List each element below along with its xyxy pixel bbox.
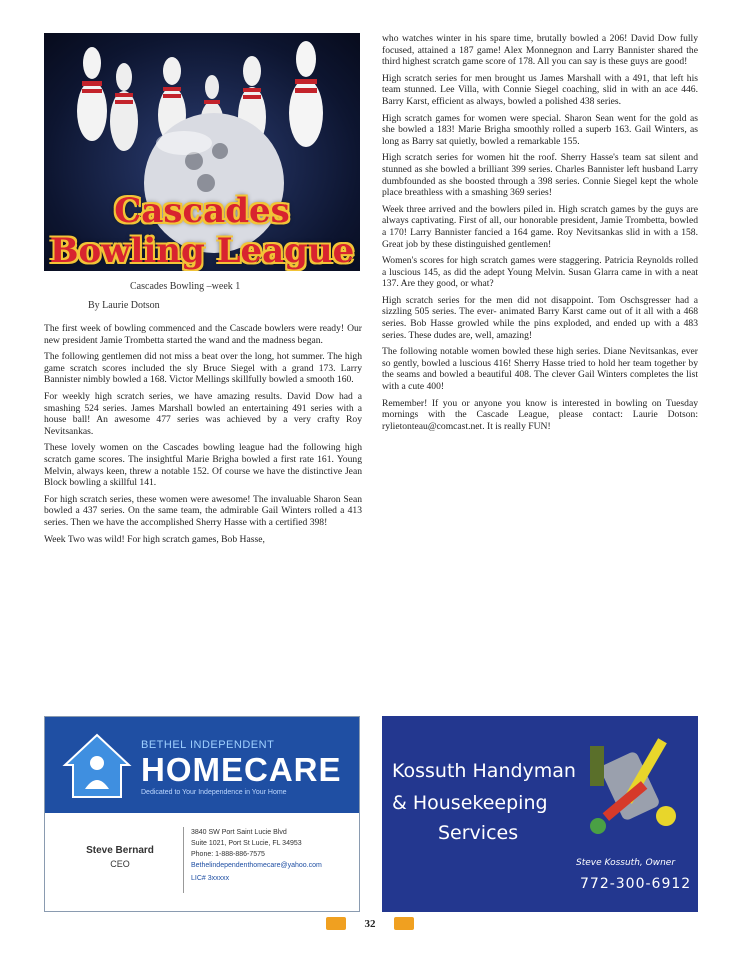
article-paragraph: The first week of bowling commenced and the Cascade bowlers were ready! Our new president Jamie Trombetta started the wand and the madness began. bbox=[44, 323, 362, 346]
article-paragraph: The following notable women bowled these high series. Diane Nevitsankas, ever so gently, bowled a luscious 416! Sherry Hasse tried to hold her team together by the seams and bowled a beautiful 408. The clever Gail Winters completes the list with a cute 400! bbox=[382, 346, 698, 393]
article-paragraph: Week Two was wild! For high scratch games, Bob Hasse, bbox=[44, 533, 265, 545]
homecare-contact-name: Steve Bernard bbox=[86, 845, 154, 856]
handyman-phone[interactable]: 772-300-6912 bbox=[580, 876, 692, 892]
article-column-right bbox=[382, 33, 698, 437]
article-paragraph: The following gentlemen did not miss a beat over the long, hot summer. The high game scratch scores included the sly Bruce Siegel with a grand 173. Larry Bannister nimbly bowled a 168. Victor Mellings skillfully bowled a smooth 160. bbox=[44, 351, 362, 386]
homecare-ad[interactable] bbox=[44, 716, 360, 912]
article-paragraph: High scratch series for the men did not disappoint. Tom Oschsgresser had a sizzling 505 series. The ever- animated Barry Karst came out of it all with a 468 series. Bob Hasse growled while the pins exploded, and ended up with a 483 series. These dudes are, well, amazing! bbox=[382, 294, 698, 341]
handyman-owner: Steve Kossuth, Owner bbox=[576, 858, 676, 868]
homecare-phone[interactable]: Phone: 1-888-886-7575 bbox=[191, 851, 265, 858]
article-paragraph: High scratch series for men brought us James Marshall with a 491, that left his team stunned. Lee Villa, with Connie Siegel coaching, slid in with an ace 446. Barry Karst, efficient as always, bowled a polished 438 series. bbox=[382, 72, 698, 107]
homecare-tagline: Dedicated to Your Independence in Your Home bbox=[141, 789, 287, 796]
banner-title-line2: Bowling League bbox=[49, 231, 355, 271]
page-number: 32 bbox=[364, 918, 376, 930]
bowling-banner bbox=[44, 33, 360, 271]
homecare-brand-small: BETHEL INDEPENDENT bbox=[141, 739, 275, 751]
homecare-contact-role: CEO bbox=[110, 859, 130, 869]
tools-icon bbox=[580, 726, 690, 846]
article-column-left bbox=[44, 323, 362, 550]
article-paragraph: These lovely women on the Cascades bowling league had the following high scratch game scores. The insightful Marie Brigha bowled a first rate 161. Young Melvin, always keen, threw a notable 152. Of course we have the distinctive Jean Block bowling a skillful 141. bbox=[44, 442, 362, 489]
homecare-ad-header bbox=[45, 717, 359, 813]
banner-title-line1: Cascades bbox=[114, 191, 290, 231]
article-paragraph: High scratch series for women hit the roof. Sherry Hasse's team sat silent and stunned as she bowled a brilliant 399 series. Charles Bannister left husband Larry dumbfounded as she boosted through a 398 series. Connie Siegel kept the whole place breathless with a smashing 369 series! bbox=[382, 152, 698, 199]
page-ornament-left bbox=[326, 917, 346, 930]
homecare-email[interactable]: Bethelindependenthomecare@yahoo.com bbox=[191, 862, 322, 869]
homecare-divider bbox=[183, 827, 184, 893]
article-paragraph: For weekly high scratch series, we have amazing results. David Dow had a smashing 524 series. James Marshall bowled an entertaining 491 series with a house ball! An awesome 477 series was achieved by a very crafty Roy Nevitsankas. bbox=[44, 390, 362, 437]
homecare-address-line1: 3840 SW Port Saint Lucie Blvd bbox=[191, 829, 287, 836]
article-paragraph: who watches winter in his spare time, brutally bowled a 206! David Dow fully focused, attained a 187 game! Alex Monnegnon and Larry Bannister shared the third highest scratch game score of 178. All you can say is these guys are good! bbox=[382, 33, 698, 68]
handyman-title-line2: & Housekeeping bbox=[392, 792, 548, 814]
handyman-title-line3: Services bbox=[438, 822, 519, 844]
homecare-brand-big: HOMECARE bbox=[141, 751, 342, 788]
article-paragraph: Remember! If you or anyone you know is interested in bowling on Tuesday mornings with the Cascade League, please contact: Laurie Dotson: rylietonteau@comcast.net. It is really FUN! bbox=[382, 397, 698, 432]
handyman-title-line1: Kossuth Handyman bbox=[392, 760, 576, 782]
pin-icon bbox=[77, 47, 107, 141]
page-ornament-right bbox=[394, 917, 414, 930]
homecare-address-line2: Suite 1021, Port St Lucie, FL 34953 bbox=[191, 840, 302, 847]
article-paragraph: High scratch games for women were special. Sharon Sean went for the gold as she bowled a 183! Marie Brigha smoothly rolled a superb 163. Gail Winters, as long as Barry sat quietly, bowled a remarkable 155. bbox=[382, 112, 698, 147]
article-paragraph: Week three arrived and the bowlers piled in. High scratch games by the guys are always captivating. First of all, our honorable president, Jamie Trombetta, bowled a 170! Larry Bannister fancied a 164 game. Roy Nevitsankas slid in with a 158. Great job by these distinguished gentlemen! bbox=[382, 203, 698, 250]
article-paragraph: For high scratch series, these women were awesome! The invaluable Sharon Sean bowled a 437 series. On the same team, the admirable Gail Winters rolled a 413 series. Then we have the accomplished Sherry Hasse with a certified 398! bbox=[44, 493, 362, 528]
article-byline: By Laurie Dotson bbox=[88, 300, 160, 311]
handyman-ad[interactable] bbox=[382, 716, 698, 912]
house-icon bbox=[57, 725, 137, 805]
article-caption: Cascades Bowling –week 1 bbox=[130, 281, 241, 292]
homecare-license: LIC# 3xxxxx bbox=[191, 875, 230, 882]
article-paragraph: Women's scores for high scratch games were staggering. Patricia Reynolds rolled a luscious 145, as did the adept Young Melvin. Susan Glarra came in with a neat 137. Are they good, or what? bbox=[382, 255, 698, 290]
